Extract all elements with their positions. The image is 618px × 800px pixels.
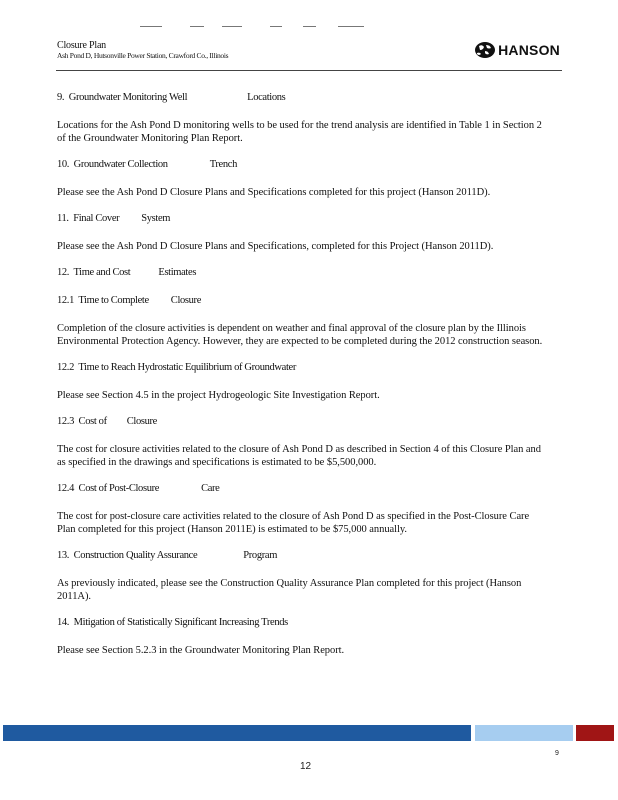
header-rule <box>56 70 562 71</box>
top-scan-marks <box>140 26 370 30</box>
section-heading <box>57 549 547 562</box>
section-title-part: Trench <box>209 159 237 170</box>
section-title-part: Cost of <box>78 416 107 427</box>
section-paragraph: Please see Section 4.5 in the project Hydrogeologic Site Investigation Report. <box>57 390 380 401</box>
section-title-part: Construction Quality Assurance <box>73 550 198 561</box>
section-number: 11. <box>57 213 69 224</box>
section-title-part: Program <box>243 550 278 561</box>
section-title-part: Groundwater Collection <box>73 159 168 170</box>
section-paragraph: Please see the Ash Pond D Closure Plans and Specifications, completed for this Project (Hanson 2011D). <box>57 241 494 252</box>
section-paragraph: Completion of the closure activities is dependent on weather and final approval of the closure plan by the Illinois Environmental Protection Agency. However, they are expected to be completed during the 2012 construction season. <box>57 323 543 347</box>
section-paragraph: Please see Section 5.2.3 in the Groundwater Monitoring Plan Report. <box>57 645 345 656</box>
footer-bar-light <box>475 725 573 741</box>
globe-icon <box>474 41 496 59</box>
section-number: 13. <box>57 550 70 561</box>
section-title-part: Cost of Post-Closure <box>78 483 160 494</box>
section-heading <box>57 158 547 171</box>
section-heading <box>57 482 547 495</box>
section-heading <box>57 616 547 629</box>
section-title-part: Closure <box>126 416 157 427</box>
page-number-small: 9 <box>555 750 559 757</box>
section-title-part: Time and Cost <box>73 267 131 278</box>
section-heading <box>57 361 547 374</box>
section-paragraph: The cost for post-closure care activities related to the closure of Ash Pond D as specified in the Post-Closure Care Plan completed for this project (Hanson 2011E) is estimated to be $75,000 annually. <box>57 511 530 535</box>
section-title-part: Care <box>201 483 220 494</box>
section-heading <box>57 415 547 428</box>
section-number: 9. <box>57 92 65 103</box>
document-body <box>57 91 547 670</box>
header-subtitle: Ash Pond D, Hutsonville Power Station, Crawford Co., Illinois <box>57 51 229 60</box>
section-title-part: Time to Complete <box>78 295 149 306</box>
section-paragraph: Please see the Ash Pond D Closure Plans and Specifications completed for this project (Hanson 2011D). <box>57 187 491 198</box>
section-heading <box>57 212 547 225</box>
section-paragraph: As previously indicated, please see the Construction Quality Assurance Plan completed for this project (Hanson 2011A). <box>57 578 522 602</box>
hanson-logo <box>474 41 560 59</box>
page-number: 12 <box>300 761 312 772</box>
section-title-part: Final Cover <box>73 213 120 224</box>
section-title-part: System <box>141 213 171 224</box>
logo-text: HANSON <box>498 42 560 58</box>
footer-bar-dark <box>3 725 471 741</box>
section-title-part: Time to Reach Hydrostatic Equilibrium of Groundwater <box>78 362 296 373</box>
header-title: Closure Plan <box>57 40 106 51</box>
section-title-part: Groundwater Monitoring Well <box>68 92 188 103</box>
section-number: 10. <box>57 159 70 170</box>
section-number: 12.3 <box>57 416 74 427</box>
page-header <box>57 40 562 61</box>
section-number: 12.4 <box>57 483 74 494</box>
section-title-part: Closure <box>170 295 202 306</box>
section-title-part: Locations <box>247 92 286 103</box>
section-number: 12. <box>57 267 70 278</box>
section-paragraph: The cost for closure activities related to the closure of Ash Pond D as described in Section 4 of this Closure Plan and as specified in the drawings and specifications is estimated to be $5,500,000. <box>57 444 541 468</box>
section-number: 12.1 <box>57 295 74 306</box>
section-number: 14. <box>57 617 70 628</box>
section-paragraph: Locations for the Ash Pond D monitoring wells to be used for the trend analysis are identified in Table 1 in Section 2 of the Groundwater Monitoring Plan Report. <box>57 120 542 144</box>
section-heading <box>57 294 547 307</box>
section-title-part: Mitigation of Statistically Significant Increasing Trends <box>73 617 288 628</box>
footer-bar-red <box>576 725 614 741</box>
section-title-part: Estimates <box>158 267 197 278</box>
section-heading <box>57 91 547 104</box>
section-heading <box>57 266 547 279</box>
section-number: 12.2 <box>57 362 74 373</box>
